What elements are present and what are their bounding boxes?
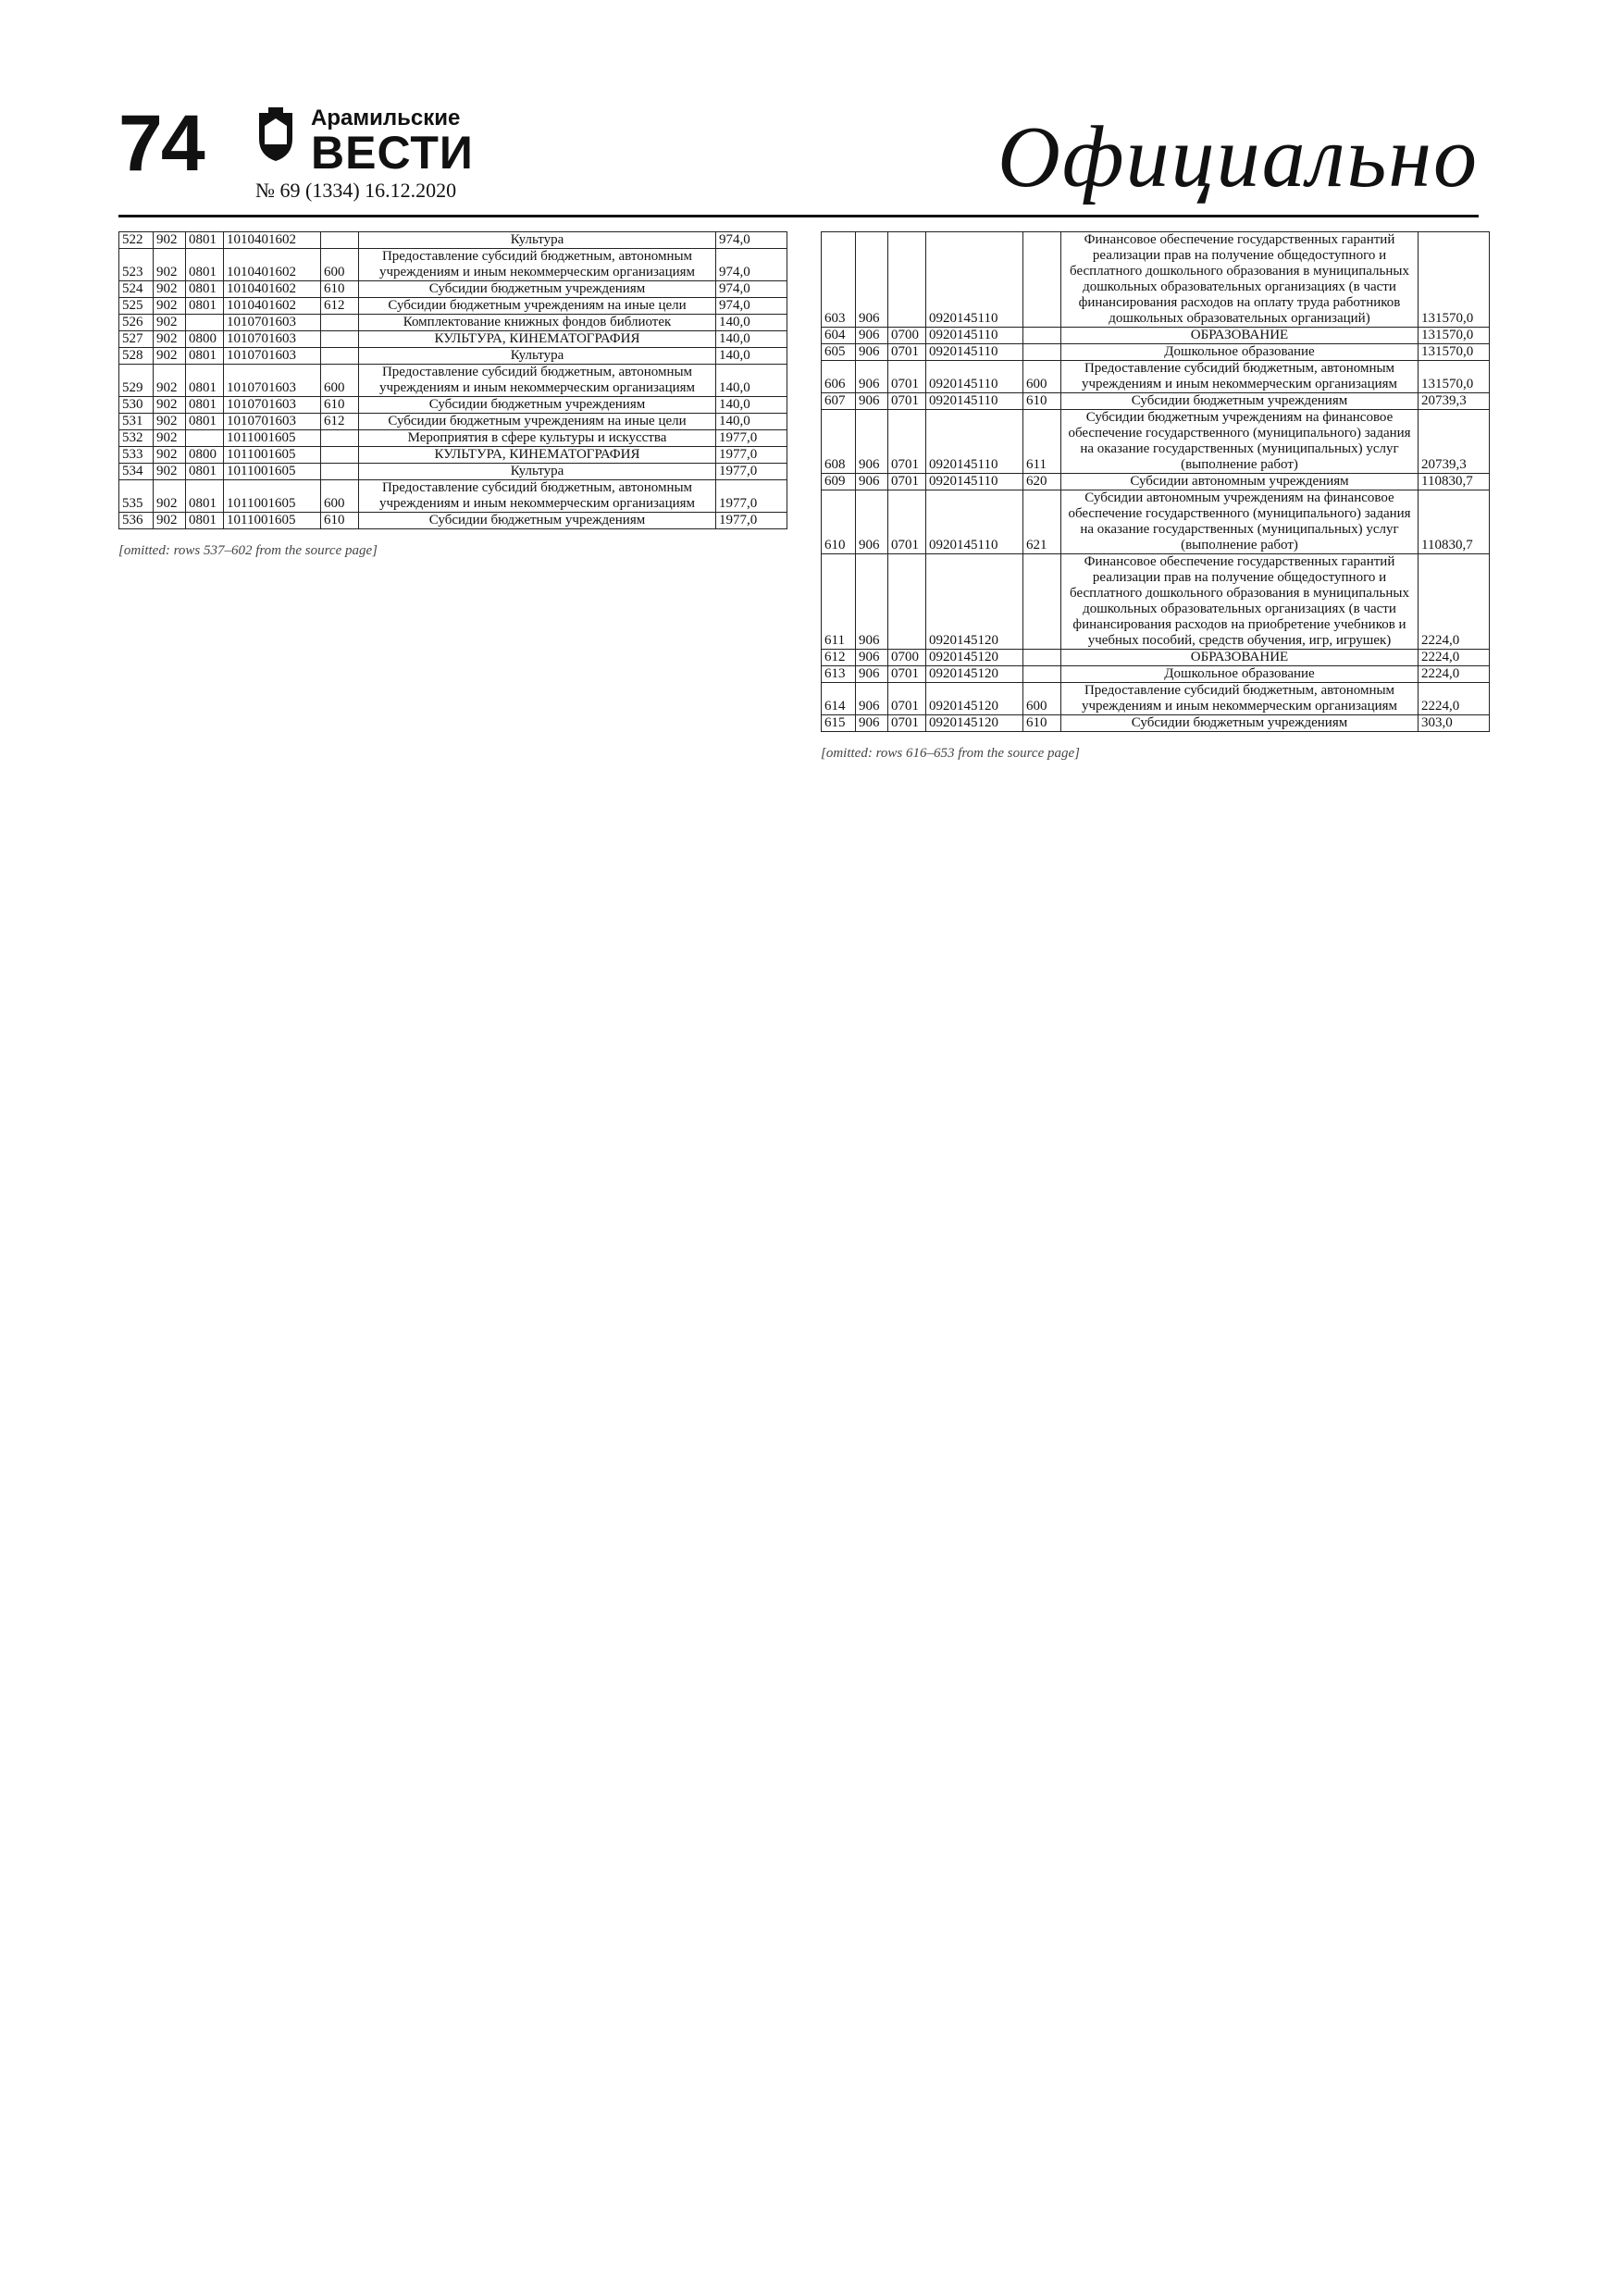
row-amount: 974,0	[716, 232, 787, 249]
grbs-code: 902	[154, 232, 186, 249]
section-code: 0800	[186, 331, 224, 348]
target-code: 0920145120	[926, 650, 1023, 666]
grbs-code: 906	[856, 361, 888, 393]
header-rule	[118, 215, 1479, 217]
target-code: 1010401602	[224, 281, 321, 298]
grbs-code: 902	[154, 298, 186, 315]
grbs-code: 902	[154, 249, 186, 281]
expense-type	[1023, 666, 1061, 683]
omission-note-left: [omitted: rows 537–602 from the source page]	[118, 543, 378, 558]
page-header	[118, 99, 1479, 213]
expense-type	[321, 430, 359, 447]
table-row	[119, 447, 787, 464]
target-code: 1011001605	[224, 480, 321, 513]
row-number: 609	[822, 474, 856, 490]
expense-type	[321, 464, 359, 480]
row-amount: 303,0	[1419, 715, 1490, 732]
coat-of-arms-icon	[255, 107, 296, 163]
row-description: Субсидии автономным учреждениям	[1061, 474, 1419, 490]
section-code	[186, 430, 224, 447]
section-code: 0701	[888, 490, 926, 554]
section-code: 0701	[888, 474, 926, 490]
section-code: 0701	[888, 715, 926, 732]
expense-type: 600	[321, 480, 359, 513]
row-number: 531	[119, 414, 154, 430]
target-code: 0920145120	[926, 715, 1023, 732]
target-code: 0920145110	[926, 344, 1023, 361]
target-code: 1011001605	[224, 430, 321, 447]
grbs-code: 906	[856, 344, 888, 361]
row-number: 526	[119, 315, 154, 331]
grbs-code: 902	[154, 315, 186, 331]
target-code: 1010701603	[224, 414, 321, 430]
table-row	[822, 344, 1490, 361]
row-amount: 140,0	[716, 397, 787, 414]
grbs-code: 902	[154, 464, 186, 480]
table-row	[822, 328, 1490, 344]
target-code: 1010401602	[224, 232, 321, 249]
row-description: Культура	[359, 232, 716, 249]
section-code: 0801	[186, 348, 224, 365]
expense-type: 610	[321, 281, 359, 298]
target-code: 0920145110	[926, 361, 1023, 393]
row-description: Субсидии бюджетным учреждениям на иные цели	[359, 298, 716, 315]
expense-type: 610	[321, 397, 359, 414]
target-code: 1010701603	[224, 365, 321, 397]
row-description: Культура	[359, 348, 716, 365]
section-code: 0801	[186, 513, 224, 529]
expense-type	[1023, 344, 1061, 361]
grbs-code: 906	[856, 650, 888, 666]
row-description: КУЛЬТУРА, КИНЕМАТОГРАФИЯ	[359, 447, 716, 464]
grbs-code: 906	[856, 393, 888, 410]
target-code: 0920145120	[926, 683, 1023, 715]
target-code: 0920145110	[926, 410, 1023, 474]
expense-type: 600	[321, 365, 359, 397]
row-number: 615	[822, 715, 856, 732]
grbs-code: 902	[154, 397, 186, 414]
table-row	[119, 430, 787, 447]
section-code: 0701	[888, 361, 926, 393]
row-description: Предоставление субсидий бюджетным, автономным учреждениям и иным некоммерческим организациям	[1061, 683, 1419, 715]
target-code: 0920145110	[926, 474, 1023, 490]
table-row	[822, 361, 1490, 393]
row-number: 534	[119, 464, 154, 480]
section-code: 0700	[888, 650, 926, 666]
row-description: Субсидии бюджетным учреждениям	[1061, 393, 1419, 410]
expense-type	[1023, 554, 1061, 650]
row-number: 610	[822, 490, 856, 554]
target-code: 0920145120	[926, 554, 1023, 650]
target-code: 1010701603	[224, 348, 321, 365]
grbs-code: 906	[856, 715, 888, 732]
section-code	[888, 232, 926, 328]
table-row	[119, 249, 787, 281]
section-code: 0801	[186, 232, 224, 249]
grbs-code: 902	[154, 331, 186, 348]
section-code: 0701	[888, 410, 926, 474]
target-code: 0920145110	[926, 393, 1023, 410]
section-code: 0801	[186, 249, 224, 281]
row-amount: 1977,0	[716, 480, 787, 513]
row-number: 604	[822, 328, 856, 344]
page-number: 74	[118, 99, 204, 188]
row-description: Комплектование книжных фондов библиотек	[359, 315, 716, 331]
table-row	[822, 490, 1490, 554]
row-amount: 1977,0	[716, 513, 787, 529]
row-amount: 2224,0	[1419, 554, 1490, 650]
grbs-code: 902	[154, 480, 186, 513]
expense-type: 600	[1023, 361, 1061, 393]
row-description: Предоставление субсидий бюджетным, автономным учреждениям и иным некоммерческим организациям	[1061, 361, 1419, 393]
row-amount: 974,0	[716, 281, 787, 298]
table-row	[119, 397, 787, 414]
section-title: Официально	[997, 109, 1479, 205]
row-description: Субсидии бюджетным учреждениям	[359, 397, 716, 414]
row-number: 606	[822, 361, 856, 393]
row-number: 522	[119, 232, 154, 249]
row-amount: 110830,7	[1419, 474, 1490, 490]
grbs-code: 902	[154, 414, 186, 430]
table-row	[822, 554, 1490, 650]
table-row	[119, 414, 787, 430]
section-code: 0801	[186, 281, 224, 298]
grbs-code: 906	[856, 232, 888, 328]
grbs-code: 906	[856, 474, 888, 490]
target-code: 1010401602	[224, 298, 321, 315]
row-number: 605	[822, 344, 856, 361]
section-code: 0701	[888, 666, 926, 683]
target-code: 0920145120	[926, 666, 1023, 683]
table-row	[822, 715, 1490, 732]
expense-type: 612	[321, 298, 359, 315]
expense-type	[1023, 650, 1061, 666]
table-row	[119, 281, 787, 298]
expense-type	[321, 348, 359, 365]
table-row	[119, 331, 787, 348]
row-amount: 20739,3	[1419, 410, 1490, 474]
section-code: 0801	[186, 480, 224, 513]
row-description: Предоставление субсидий бюджетным, автономным учреждениям и иным некоммерческим организациям	[359, 249, 716, 281]
grbs-code: 906	[856, 683, 888, 715]
row-number: 523	[119, 249, 154, 281]
row-description: ОБРАЗОВАНИЕ	[1061, 328, 1419, 344]
row-number: 535	[119, 480, 154, 513]
grbs-code: 906	[856, 410, 888, 474]
row-description: Субсидии автономным учреждениям на финансовое обеспечение государственного (муниципального) задания на оказание государственных (муниципальных) услуг (выполнение работ)	[1061, 490, 1419, 554]
expense-type	[1023, 328, 1061, 344]
table-row	[119, 513, 787, 529]
issue-info: № 69 (1334) 16.12.2020	[255, 179, 457, 202]
table-row	[822, 232, 1490, 328]
expense-type: 612	[321, 414, 359, 430]
row-amount: 2224,0	[1419, 666, 1490, 683]
expense-type: 621	[1023, 490, 1061, 554]
row-number: 533	[119, 447, 154, 464]
row-description: Субсидии бюджетным учреждениям на финансовое обеспечение государственного (муниципального) задания на оказание государственных (муниципальных) услуг (выполнение работ)	[1061, 410, 1419, 474]
row-amount: 140,0	[716, 331, 787, 348]
expense-type: 620	[1023, 474, 1061, 490]
grbs-code: 902	[154, 281, 186, 298]
row-amount: 131570,0	[1419, 232, 1490, 328]
table-row	[119, 232, 787, 249]
section-code: 0800	[186, 447, 224, 464]
row-amount: 20739,3	[1419, 393, 1490, 410]
row-amount: 140,0	[716, 348, 787, 365]
row-amount: 974,0	[716, 249, 787, 281]
target-code: 0920145110	[926, 328, 1023, 344]
left-table	[118, 231, 787, 529]
target-code: 1011001605	[224, 513, 321, 529]
row-number: 612	[822, 650, 856, 666]
omission-note-right: [omitted: rows 616–653 from the source page]	[821, 746, 1080, 761]
expense-type: 611	[1023, 410, 1061, 474]
expense-type	[1023, 232, 1061, 328]
row-description: Культура	[359, 464, 716, 480]
grbs-code: 902	[154, 447, 186, 464]
table-row	[822, 393, 1490, 410]
section-code: 0801	[186, 365, 224, 397]
row-description: Субсидии бюджетным учреждениям	[1061, 715, 1419, 732]
row-description: Субсидии бюджетным учреждениям	[359, 281, 716, 298]
left-column	[118, 231, 787, 559]
target-code: 0920145110	[926, 490, 1023, 554]
row-amount: 974,0	[716, 298, 787, 315]
grbs-code: 902	[154, 430, 186, 447]
grbs-code: 906	[856, 328, 888, 344]
row-description: Финансовое обеспечение государственных гарантий реализации прав на получение общедоступного и бесплатного дошкольного образования в муниципальных дошкольных образовательных организациях (в части финансирования расходов на приобретение учебников и учебных пособий, средств обучения, игр, игрушек)	[1061, 554, 1419, 650]
table-row	[119, 365, 787, 397]
table-row	[119, 348, 787, 365]
right-table	[821, 231, 1490, 732]
expense-type	[321, 315, 359, 331]
section-code	[186, 315, 224, 331]
grbs-code: 902	[154, 348, 186, 365]
row-amount: 131570,0	[1419, 328, 1490, 344]
section-code: 0701	[888, 344, 926, 361]
target-code: 0920145110	[926, 232, 1023, 328]
row-amount: 1977,0	[716, 464, 787, 480]
row-number: 614	[822, 683, 856, 715]
row-number: 532	[119, 430, 154, 447]
grbs-code: 902	[154, 365, 186, 397]
target-code: 1011001605	[224, 464, 321, 480]
target-code: 1011001605	[224, 447, 321, 464]
row-number: 528	[119, 348, 154, 365]
row-number: 529	[119, 365, 154, 397]
row-description: ОБРАЗОВАНИЕ	[1061, 650, 1419, 666]
row-description: Субсидии бюджетным учреждениям	[359, 513, 716, 529]
row-description: Предоставление субсидий бюджетным, автономным учреждениям и иным некоммерческим организациям	[359, 365, 716, 397]
expense-type: 610	[1023, 393, 1061, 410]
table-row	[119, 464, 787, 480]
row-number: 536	[119, 513, 154, 529]
expense-type: 600	[321, 249, 359, 281]
row-description: Субсидии бюджетным учреждениям на иные цели	[359, 414, 716, 430]
row-description: Дошкольное образование	[1061, 666, 1419, 683]
grbs-code: 906	[856, 666, 888, 683]
table-row	[119, 480, 787, 513]
row-amount: 140,0	[716, 365, 787, 397]
section-code: 0801	[186, 414, 224, 430]
target-code: 1010401602	[224, 249, 321, 281]
table-row	[822, 666, 1490, 683]
section-code: 0700	[888, 328, 926, 344]
expense-type	[321, 447, 359, 464]
target-code: 1010701603	[224, 331, 321, 348]
section-code: 0701	[888, 683, 926, 715]
row-amount: 110830,7	[1419, 490, 1490, 554]
row-number: 525	[119, 298, 154, 315]
table-row	[822, 410, 1490, 474]
right-column	[821, 231, 1490, 762]
row-description: Предоставление субсидий бюджетным, автономным учреждениям и иным некоммерческим организациям	[359, 480, 716, 513]
row-description: Мероприятия в сфере культуры и искусства	[359, 430, 716, 447]
row-amount: 2224,0	[1419, 650, 1490, 666]
expense-type: 600	[1023, 683, 1061, 715]
row-number: 608	[822, 410, 856, 474]
logo-top-text: Арамильские	[311, 105, 461, 130]
row-description: КУЛЬТУРА, КИНЕМАТОГРАФИЯ	[359, 331, 716, 348]
row-amount: 2224,0	[1419, 683, 1490, 715]
target-code: 1010701603	[224, 315, 321, 331]
section-code	[888, 554, 926, 650]
row-number: 607	[822, 393, 856, 410]
row-amount: 140,0	[716, 315, 787, 331]
row-amount: 131570,0	[1419, 361, 1490, 393]
table-row	[119, 298, 787, 315]
section-code: 0801	[186, 464, 224, 480]
section-code: 0801	[186, 397, 224, 414]
row-number: 603	[822, 232, 856, 328]
table-row	[119, 315, 787, 331]
table-row	[822, 650, 1490, 666]
row-amount: 140,0	[716, 414, 787, 430]
grbs-code: 906	[856, 554, 888, 650]
expense-type: 610	[1023, 715, 1061, 732]
table-row	[822, 683, 1490, 715]
section-code: 0701	[888, 393, 926, 410]
row-amount: 1977,0	[716, 430, 787, 447]
target-code: 1010701603	[224, 397, 321, 414]
row-number: 527	[119, 331, 154, 348]
row-number: 613	[822, 666, 856, 683]
grbs-code: 902	[154, 513, 186, 529]
expense-type: 610	[321, 513, 359, 529]
expense-type	[321, 331, 359, 348]
row-amount: 1977,0	[716, 447, 787, 464]
row-description: Дошкольное образование	[1061, 344, 1419, 361]
grbs-code: 906	[856, 490, 888, 554]
row-number: 611	[822, 554, 856, 650]
row-number: 524	[119, 281, 154, 298]
row-number: 530	[119, 397, 154, 414]
expense-type	[321, 232, 359, 249]
table-row	[822, 474, 1490, 490]
row-description: Финансовое обеспечение государственных гарантий реализации прав на получение общедоступного и бесплатного дошкольного образования в муниципальных дошкольных образовательных организациях (в части финансирования расходов на оплату труда работников дошкольных образовательных организаций)	[1061, 232, 1419, 328]
row-amount: 131570,0	[1419, 344, 1490, 361]
logo-main-text: ВЕСТИ	[311, 127, 474, 179]
section-code: 0801	[186, 298, 224, 315]
